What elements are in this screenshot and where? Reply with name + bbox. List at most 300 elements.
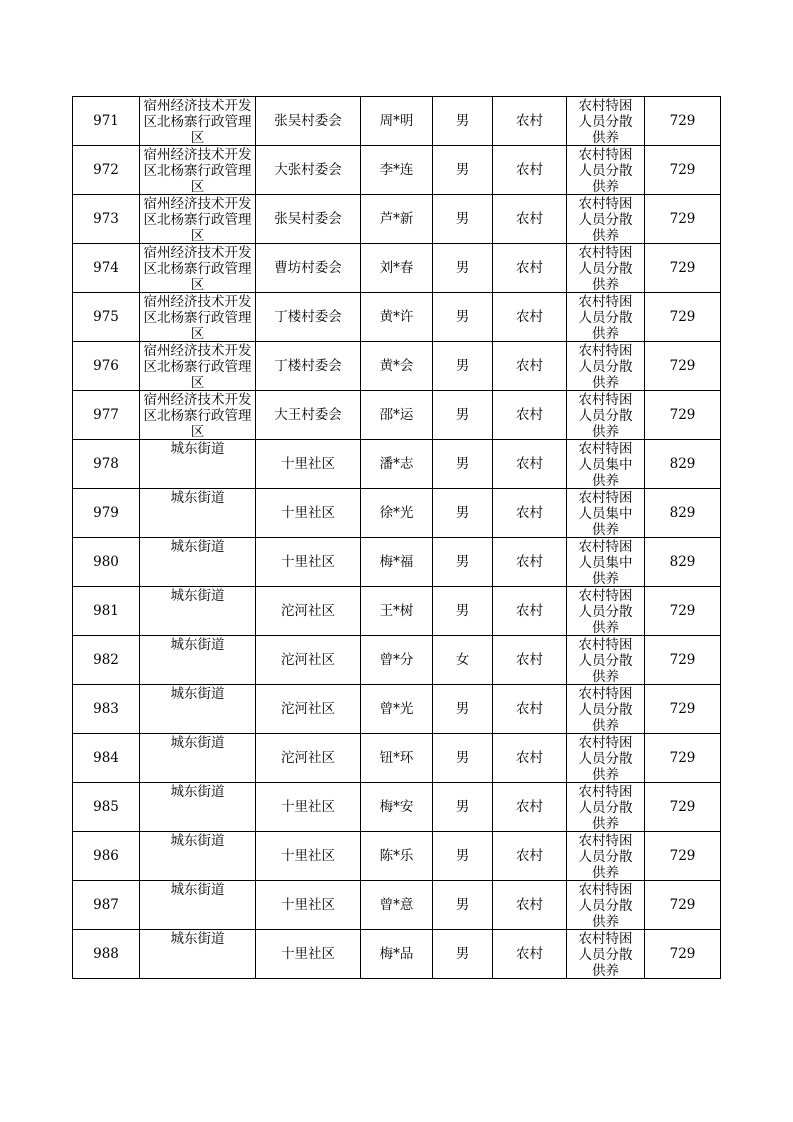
community-cell bbox=[256, 930, 361, 979]
household-type-cell bbox=[493, 195, 567, 244]
household-type-cell-text: 农村 bbox=[516, 407, 543, 423]
district-cell-text: 城东街道 bbox=[170, 832, 225, 849]
household-type-cell bbox=[493, 97, 567, 146]
person-name-cell bbox=[361, 636, 433, 685]
amount-cell bbox=[645, 195, 721, 244]
community-cell-text: 十里社区 bbox=[281, 554, 335, 570]
amount-cell-text: 729 bbox=[669, 701, 696, 717]
assistance-category-cell bbox=[567, 587, 645, 636]
community-cell bbox=[256, 195, 361, 244]
gender-cell bbox=[433, 930, 493, 979]
row-number-cell bbox=[73, 440, 140, 489]
gender-cell-text: 男 bbox=[455, 799, 470, 815]
district-cell-text: 宿州经济技术开发区北杨寨行政管理区 bbox=[143, 391, 252, 439]
row-number-cell-text: 988 bbox=[93, 946, 119, 962]
amount-cell-text: 729 bbox=[669, 897, 696, 913]
gender-cell bbox=[433, 832, 493, 881]
amount-cell-text: 729 bbox=[669, 407, 696, 423]
row-number-cell-text: 971 bbox=[93, 113, 119, 129]
gender-cell bbox=[433, 587, 493, 636]
household-type-cell-text: 农村 bbox=[516, 603, 543, 619]
assistance-category-cell-text: 农村特困人员分散供养 bbox=[578, 832, 633, 880]
amount-cell-text: 729 bbox=[669, 799, 696, 815]
amount-cell-text: 729 bbox=[669, 652, 696, 668]
district-cell-text: 城东街道 bbox=[170, 636, 225, 653]
person-name-cell-text: 曾*光 bbox=[379, 701, 414, 717]
row-number-cell bbox=[73, 146, 140, 195]
assistance-category-cell bbox=[567, 538, 645, 587]
gender-cell bbox=[433, 734, 493, 783]
district-cell bbox=[140, 685, 256, 734]
community-cell bbox=[256, 587, 361, 636]
row-number-cell-text: 974 bbox=[93, 260, 119, 276]
amount-cell-text: 729 bbox=[669, 750, 696, 766]
household-type-cell-text: 农村 bbox=[516, 162, 543, 178]
community-cell-text: 大张村委会 bbox=[274, 162, 342, 178]
assistance-category-cell bbox=[567, 930, 645, 979]
household-type-cell-text: 农村 bbox=[516, 848, 543, 864]
person-name-cell-text: 邵*运 bbox=[379, 407, 414, 423]
gender-cell-text: 男 bbox=[455, 162, 470, 178]
gender-cell-text: 男 bbox=[455, 260, 470, 276]
row-number-cell-text: 985 bbox=[93, 799, 119, 815]
person-name-cell bbox=[361, 783, 433, 832]
assistance-category-cell bbox=[567, 734, 645, 783]
household-type-cell bbox=[493, 832, 567, 881]
row-number-cell bbox=[73, 832, 140, 881]
community-cell bbox=[256, 293, 361, 342]
gender-cell bbox=[433, 881, 493, 930]
person-name-cell-text: 梅*福 bbox=[379, 554, 414, 570]
household-type-cell-text: 农村 bbox=[516, 799, 543, 815]
assistance-category-cell-text: 农村特困人员分散供养 bbox=[578, 587, 633, 635]
table-row bbox=[73, 881, 721, 930]
assistance-category-cell bbox=[567, 293, 645, 342]
row-number-cell bbox=[73, 685, 140, 734]
amount-cell bbox=[645, 489, 721, 538]
gender-cell bbox=[433, 195, 493, 244]
amount-cell bbox=[645, 881, 721, 930]
assistance-category-cell bbox=[567, 685, 645, 734]
assistance-category-cell bbox=[567, 195, 645, 244]
row-number-cell-text: 982 bbox=[93, 652, 119, 668]
person-name-cell bbox=[361, 587, 433, 636]
district-cell bbox=[140, 881, 256, 930]
community-cell bbox=[256, 342, 361, 391]
row-number-cell bbox=[73, 538, 140, 587]
person-name-cell-text: 黄*会 bbox=[379, 358, 414, 374]
gender-cell-text: 男 bbox=[455, 750, 470, 766]
community-cell-text: 丁楼村委会 bbox=[274, 309, 342, 325]
district-cell-text: 宿州经济技术开发区北杨寨行政管理区 bbox=[143, 146, 252, 194]
assistance-category-cell bbox=[567, 636, 645, 685]
assistance-category-cell-text: 农村特困人员分散供养 bbox=[578, 391, 633, 439]
district-cell-text: 城东街道 bbox=[170, 930, 225, 947]
household-type-cell-text: 农村 bbox=[516, 211, 543, 227]
table-row bbox=[73, 195, 721, 244]
person-name-cell-text: 黄*许 bbox=[379, 309, 414, 325]
household-type-cell bbox=[493, 734, 567, 783]
amount-cell bbox=[645, 538, 721, 587]
assistance-category-cell bbox=[567, 832, 645, 881]
amount-cell-text: 829 bbox=[669, 456, 696, 472]
amount-cell bbox=[645, 293, 721, 342]
assistance-category-cell bbox=[567, 146, 645, 195]
row-number-cell bbox=[73, 783, 140, 832]
person-name-cell bbox=[361, 881, 433, 930]
household-type-cell bbox=[493, 538, 567, 587]
community-cell bbox=[256, 489, 361, 538]
gender-cell bbox=[433, 342, 493, 391]
assistance-category-cell-text: 农村特困人员分散供养 bbox=[578, 244, 633, 292]
household-type-cell bbox=[493, 930, 567, 979]
table-row bbox=[73, 146, 721, 195]
gender-cell-text: 男 bbox=[455, 505, 470, 521]
household-type-cell bbox=[493, 391, 567, 440]
person-name-cell bbox=[361, 146, 433, 195]
gender-cell-text: 男 bbox=[455, 113, 470, 129]
household-type-cell bbox=[493, 489, 567, 538]
row-number-cell bbox=[73, 489, 140, 538]
person-name-cell bbox=[361, 97, 433, 146]
person-name-cell-text: 曾*分 bbox=[379, 652, 414, 668]
district-cell-text: 宿州经济技术开发区北杨寨行政管理区 bbox=[143, 244, 252, 292]
assistance-category-cell bbox=[567, 783, 645, 832]
amount-cell bbox=[645, 783, 721, 832]
person-name-cell-text: 周*明 bbox=[379, 113, 414, 129]
community-cell bbox=[256, 97, 361, 146]
amount-cell-text: 829 bbox=[669, 554, 696, 570]
gender-cell bbox=[433, 391, 493, 440]
assistance-category-cell-text: 农村特困人员分散供养 bbox=[578, 783, 633, 831]
assistance-category-cell-text: 农村特困人员分散供养 bbox=[578, 146, 633, 194]
table-row bbox=[73, 930, 721, 979]
household-type-cell-text: 农村 bbox=[516, 113, 543, 129]
gender-cell bbox=[433, 538, 493, 587]
community-cell-text: 十里社区 bbox=[281, 456, 335, 472]
community-cell-text: 十里社区 bbox=[281, 799, 335, 815]
community-cell-text: 沱河社区 bbox=[281, 750, 335, 766]
amount-cell-text: 729 bbox=[669, 113, 696, 129]
assistance-category-cell bbox=[567, 97, 645, 146]
person-name-cell-text: 梅*安 bbox=[379, 799, 414, 815]
gender-cell-text: 男 bbox=[455, 848, 470, 864]
gender-cell bbox=[433, 636, 493, 685]
person-name-cell-text: 钮*环 bbox=[379, 750, 414, 766]
row-number-cell-text: 979 bbox=[93, 505, 119, 521]
community-cell-text: 丁楼村委会 bbox=[274, 358, 342, 374]
community-cell-text: 曹坊村委会 bbox=[274, 260, 342, 276]
amount-cell-text: 729 bbox=[669, 946, 696, 962]
household-type-cell-text: 农村 bbox=[516, 554, 543, 570]
assistance-category-cell-text: 农村特困人员集中供养 bbox=[578, 440, 633, 488]
community-cell bbox=[256, 832, 361, 881]
assistance-category-cell bbox=[567, 489, 645, 538]
amount-cell bbox=[645, 146, 721, 195]
assistance-category-cell-text: 农村特困人员集中供养 bbox=[578, 538, 633, 586]
roster-body bbox=[73, 97, 721, 979]
person-name-cell-text: 陈*乐 bbox=[379, 848, 414, 864]
household-type-cell bbox=[493, 244, 567, 293]
person-name-cell bbox=[361, 244, 433, 293]
gender-cell-text: 女 bbox=[455, 652, 470, 668]
gender-cell bbox=[433, 489, 493, 538]
assistance-category-cell bbox=[567, 440, 645, 489]
community-cell-text: 沱河社区 bbox=[281, 603, 335, 619]
district-cell-text: 城东街道 bbox=[170, 881, 225, 898]
assistance-category-cell-text: 农村特困人员分散供养 bbox=[578, 930, 633, 978]
gender-cell-text: 男 bbox=[455, 897, 470, 913]
community-cell bbox=[256, 783, 361, 832]
table-row bbox=[73, 244, 721, 293]
gender-cell-text: 男 bbox=[455, 309, 470, 325]
person-name-cell bbox=[361, 391, 433, 440]
table-row bbox=[73, 783, 721, 832]
person-name-cell bbox=[361, 293, 433, 342]
assistance-category-cell-text: 农村特困人员分散供养 bbox=[578, 636, 633, 684]
district-cell bbox=[140, 97, 256, 146]
table-row bbox=[73, 832, 721, 881]
community-cell bbox=[256, 146, 361, 195]
table-row bbox=[73, 342, 721, 391]
row-number-cell-text: 977 bbox=[93, 407, 119, 423]
person-name-cell-text: 李*连 bbox=[379, 162, 414, 178]
district-cell-text: 城东街道 bbox=[170, 783, 225, 800]
community-cell bbox=[256, 734, 361, 783]
household-type-cell bbox=[493, 146, 567, 195]
community-cell bbox=[256, 636, 361, 685]
gender-cell-text: 男 bbox=[455, 603, 470, 619]
gender-cell-text: 男 bbox=[455, 456, 470, 472]
gender-cell-text: 男 bbox=[455, 946, 470, 962]
row-number-cell-text: 973 bbox=[93, 211, 119, 227]
row-number-cell bbox=[73, 930, 140, 979]
person-name-cell-text: 徐*光 bbox=[379, 505, 414, 521]
household-type-cell-text: 农村 bbox=[516, 505, 543, 521]
table-row bbox=[73, 293, 721, 342]
row-number-cell-text: 981 bbox=[93, 603, 119, 619]
household-type-cell bbox=[493, 440, 567, 489]
district-cell-text: 宿州经济技术开发区北杨寨行政管理区 bbox=[143, 195, 252, 243]
amount-cell bbox=[645, 930, 721, 979]
table-row bbox=[73, 489, 721, 538]
row-number-cell-text: 976 bbox=[93, 358, 119, 374]
district-cell bbox=[140, 195, 256, 244]
person-name-cell bbox=[361, 489, 433, 538]
household-type-cell bbox=[493, 783, 567, 832]
district-cell bbox=[140, 391, 256, 440]
row-number-cell bbox=[73, 195, 140, 244]
person-name-cell bbox=[361, 930, 433, 979]
community-cell-text: 十里社区 bbox=[281, 848, 335, 864]
person-name-cell bbox=[361, 440, 433, 489]
assistance-category-cell-text: 农村特困人员分散供养 bbox=[578, 881, 633, 929]
household-type-cell bbox=[493, 881, 567, 930]
community-cell-text: 张吴村委会 bbox=[274, 211, 342, 227]
amount-cell bbox=[645, 685, 721, 734]
person-name-cell bbox=[361, 195, 433, 244]
gender-cell-text: 男 bbox=[455, 211, 470, 227]
table-row bbox=[73, 734, 721, 783]
amount-cell bbox=[645, 391, 721, 440]
table-row bbox=[73, 636, 721, 685]
gender-cell-text: 男 bbox=[455, 554, 470, 570]
district-cell-text: 宿州经济技术开发区北杨寨行政管理区 bbox=[143, 342, 252, 390]
table-row bbox=[73, 97, 721, 146]
assistance-category-cell bbox=[567, 391, 645, 440]
assistance-category-cell-text: 农村特困人员分散供养 bbox=[578, 342, 633, 390]
community-cell-text: 十里社区 bbox=[281, 946, 335, 962]
person-name-cell bbox=[361, 342, 433, 391]
community-cell bbox=[256, 391, 361, 440]
amount-cell bbox=[645, 244, 721, 293]
community-cell bbox=[256, 881, 361, 930]
household-type-cell-text: 农村 bbox=[516, 897, 543, 913]
household-type-cell bbox=[493, 636, 567, 685]
district-cell-text: 宿州经济技术开发区北杨寨行政管理区 bbox=[143, 293, 252, 341]
district-cell bbox=[140, 587, 256, 636]
gender-cell bbox=[433, 244, 493, 293]
row-number-cell bbox=[73, 734, 140, 783]
row-number-cell-text: 987 bbox=[93, 897, 119, 913]
district-cell bbox=[140, 783, 256, 832]
district-cell bbox=[140, 930, 256, 979]
amount-cell-text: 729 bbox=[669, 162, 696, 178]
amount-cell-text: 729 bbox=[669, 309, 696, 325]
table-row bbox=[73, 391, 721, 440]
district-cell bbox=[140, 244, 256, 293]
district-cell bbox=[140, 293, 256, 342]
amount-cell-text: 729 bbox=[669, 211, 696, 227]
gender-cell bbox=[433, 146, 493, 195]
household-type-cell-text: 农村 bbox=[516, 750, 543, 766]
district-cell-text: 城东街道 bbox=[170, 685, 225, 702]
household-type-cell-text: 农村 bbox=[516, 358, 543, 374]
assistance-category-cell-text: 农村特困人员分散供养 bbox=[578, 734, 633, 782]
community-cell-text: 沱河社区 bbox=[281, 652, 335, 668]
amount-cell bbox=[645, 832, 721, 881]
row-number-cell-text: 984 bbox=[93, 750, 119, 766]
district-cell-text: 城东街道 bbox=[170, 538, 225, 555]
community-cell bbox=[256, 685, 361, 734]
district-cell-text: 宿州经济技术开发区北杨寨行政管理区 bbox=[143, 97, 252, 145]
assistance-category-cell-text: 农村特困人员分散供养 bbox=[578, 685, 633, 733]
gender-cell bbox=[433, 97, 493, 146]
community-cell-text: 沱河社区 bbox=[281, 701, 335, 717]
person-name-cell-text: 曾*意 bbox=[379, 897, 414, 913]
person-name-cell bbox=[361, 538, 433, 587]
household-type-cell bbox=[493, 342, 567, 391]
person-name-cell-text: 王*树 bbox=[379, 603, 414, 619]
table-row bbox=[73, 538, 721, 587]
amount-cell-text: 729 bbox=[669, 848, 696, 864]
community-cell bbox=[256, 538, 361, 587]
district-cell bbox=[140, 538, 256, 587]
household-type-cell-text: 农村 bbox=[516, 456, 543, 472]
person-name-cell bbox=[361, 832, 433, 881]
district-cell-text: 城东街道 bbox=[170, 734, 225, 751]
district-cell-text: 城东街道 bbox=[170, 587, 225, 604]
assistance-category-cell-text: 农村特困人员分散供养 bbox=[578, 293, 633, 341]
amount-cell-text: 829 bbox=[669, 505, 696, 521]
district-cell bbox=[140, 734, 256, 783]
gender-cell bbox=[433, 783, 493, 832]
table-row bbox=[73, 685, 721, 734]
district-cell-text: 城东街道 bbox=[170, 440, 225, 457]
district-cell bbox=[140, 832, 256, 881]
row-number-cell-text: 978 bbox=[93, 456, 119, 472]
amount-cell-text: 729 bbox=[669, 603, 696, 619]
assistance-category-cell bbox=[567, 881, 645, 930]
household-type-cell-text: 农村 bbox=[516, 946, 543, 962]
assistance-category-cell-text: 农村特困人员集中供养 bbox=[578, 489, 633, 537]
row-number-cell bbox=[73, 636, 140, 685]
amount-cell bbox=[645, 636, 721, 685]
person-name-cell-text: 潘*志 bbox=[379, 456, 414, 472]
community-cell-text: 张吴村委会 bbox=[274, 113, 342, 129]
row-number-cell bbox=[73, 293, 140, 342]
gender-cell bbox=[433, 440, 493, 489]
household-type-cell-text: 农村 bbox=[516, 260, 543, 276]
row-number-cell-text: 986 bbox=[93, 848, 119, 864]
assistance-category-cell-text: 农村特困人员分散供养 bbox=[578, 97, 633, 145]
row-number-cell-text: 980 bbox=[93, 554, 119, 570]
amount-cell bbox=[645, 587, 721, 636]
district-cell bbox=[140, 342, 256, 391]
gender-cell bbox=[433, 685, 493, 734]
amount-cell bbox=[645, 342, 721, 391]
table-row bbox=[73, 440, 721, 489]
district-cell bbox=[140, 146, 256, 195]
household-type-cell-text: 农村 bbox=[516, 701, 543, 717]
row-number-cell bbox=[73, 342, 140, 391]
row-number-cell bbox=[73, 244, 140, 293]
row-number-cell-text: 972 bbox=[93, 162, 119, 178]
amount-cell-text: 729 bbox=[669, 260, 696, 276]
district-cell-text: 城东街道 bbox=[170, 489, 225, 506]
assistance-category-cell bbox=[567, 342, 645, 391]
person-name-cell-text: 刘*春 bbox=[379, 260, 414, 276]
household-type-cell-text: 农村 bbox=[516, 652, 543, 668]
gender-cell-text: 男 bbox=[455, 358, 470, 374]
row-number-cell-text: 975 bbox=[93, 309, 119, 325]
gender-cell-text: 男 bbox=[455, 407, 470, 423]
district-cell bbox=[140, 489, 256, 538]
community-cell-text: 十里社区 bbox=[281, 897, 335, 913]
household-type-cell bbox=[493, 685, 567, 734]
person-name-cell bbox=[361, 685, 433, 734]
row-number-cell bbox=[73, 97, 140, 146]
community-cell-text: 十里社区 bbox=[281, 505, 335, 521]
row-number-cell-text: 983 bbox=[93, 701, 119, 717]
person-name-cell bbox=[361, 734, 433, 783]
row-number-cell bbox=[73, 587, 140, 636]
person-name-cell-text: 芦*新 bbox=[379, 211, 414, 227]
row-number-cell bbox=[73, 881, 140, 930]
amount-cell bbox=[645, 734, 721, 783]
household-type-cell-text: 农村 bbox=[516, 309, 543, 325]
gender-cell-text: 男 bbox=[455, 701, 470, 717]
person-name-cell-text: 梅*品 bbox=[379, 946, 414, 962]
amount-cell bbox=[645, 97, 721, 146]
table-row bbox=[73, 587, 721, 636]
amount-cell-text: 729 bbox=[669, 358, 696, 374]
assistance-category-cell-text: 农村特困人员分散供养 bbox=[578, 195, 633, 243]
amount-cell bbox=[645, 440, 721, 489]
household-type-cell bbox=[493, 293, 567, 342]
community-cell bbox=[256, 244, 361, 293]
community-cell-text: 大王村委会 bbox=[274, 407, 342, 423]
